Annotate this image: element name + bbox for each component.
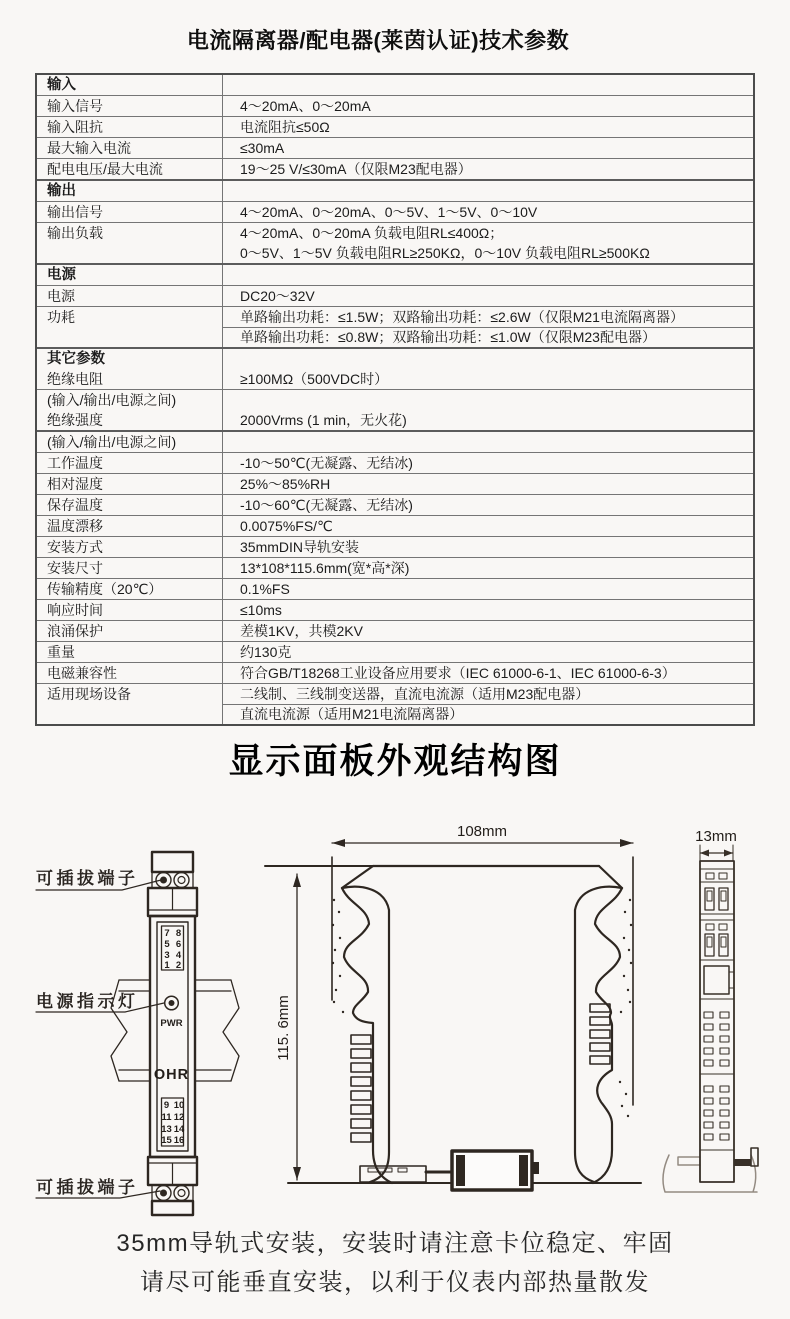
row-value [223,432,753,452]
brand-label: OHR [153,1067,190,1083]
power-led-icon [165,996,179,1010]
dim-depth-label: 13mm [695,828,737,845]
table-row [37,389,753,430]
plug-terminal-bottom-label: 可插拔端子 [36,1178,139,1197]
row-value: 差模1KV，共模2KV [240,623,363,639]
pwr-label: PWR [160,1018,183,1029]
row-value: 二线制、三线制变送器，直流电流源（适用M23配电器） 直流电流源（适用M21电流隔离器） [223,684,753,724]
table-row [37,662,753,683]
table-row [37,306,753,347]
terminal-number: 14 [173,1124,185,1135]
row-value: 0.0075%FS/℃ [240,518,333,534]
row-value: 25%～85%RH [240,476,331,492]
table-row [37,578,753,599]
install-note-line1: 35mm导轨式安装，安装时请注意卡位稳定、牢固 [116,1230,674,1257]
row-value: DC20～32V [240,288,315,304]
dim-height-label: 115. 6mm [275,995,292,1061]
terminal-number: 6 [175,939,182,950]
table-row [37,620,753,641]
terminal-number: 1 [164,960,170,971]
row-label: 相对湿度 [37,474,223,494]
vent-slats-left [351,1035,371,1142]
row-label: 配电电压/最大电流 [37,159,223,179]
dim-width-label: 108mm [456,823,508,840]
terminal-numbers-top [164,928,182,971]
table-row [37,473,753,494]
table-row [37,263,753,285]
terminal-number: 16 [173,1135,185,1146]
table-row [37,75,753,95]
row-value: ≤10ms [240,602,282,618]
section-title: 显示面板外观结构图 [228,742,562,781]
row-value: 4～20mA、0～20mA、0～5V、1～5V、0～10V [240,204,538,220]
table-row [37,557,753,578]
front-view [36,852,239,1215]
terminal-block-top [152,852,193,888]
terminal-number: 10 [173,1100,185,1111]
row-value: -10～50℃(无凝露、无结冰) [240,455,413,471]
install-note [0,1224,790,1302]
row-value: 4～20mA、0～20mA [240,98,371,114]
row-value: 19～25 V/≤30mA（仅限M23配电器） [240,161,472,177]
table-row [37,201,753,222]
power-indicator-label: 电源指示灯 [36,992,139,1011]
row-value: 符合GB/T18268工业设备应用要求（IEC 61000-6-1、IEC 61000-6-3） [240,665,676,681]
rail-clip [360,1151,539,1190]
row-value: 电流阻抗≤50Ω [240,119,330,135]
row-label: 电源 [37,286,223,306]
row-label: 电源 [37,265,223,285]
row-label: 安装方式 [37,537,223,557]
terminal-number: 5 [164,939,170,950]
row-value: 35mmDIN导轨安装 [240,539,360,555]
table-row [37,285,753,306]
terminal-number: 11 [161,1112,172,1123]
hatch-dots [332,899,632,1117]
table-row [37,494,753,515]
table-row [37,430,753,452]
row-label: 温度漂移 [37,516,223,536]
side-module [700,861,734,1182]
terminal-number: 8 [175,928,182,939]
plug-terminal-top-label: 可插拔端子 [36,869,139,888]
row-label: 电磁兼容性 [37,663,223,683]
row-label: 响应时间 [37,600,223,620]
row-value: 13*108*115.6mm(宽*高*深) [240,560,410,576]
terminal-number: 15 [161,1135,172,1146]
row-value: -10～60℃(无凝露、无结冰) [240,497,413,513]
side-view [663,828,758,1192]
table-row [37,158,753,179]
vent-slats-right [590,1004,610,1064]
table-row [37,347,753,389]
row-label: 最大输入电流 [37,138,223,158]
row-value: 4～20mA、0～20mA 负载电阻RL≤400Ω； 0～5V、1～5V 负载电阻RL≥250KΩ，0～10V 负载电阻RL≥500KΩ [240,225,650,261]
row-label: (输入/输出/电源之间) [37,432,223,452]
table-row [37,222,753,263]
row-label: 输出负载 [37,223,223,263]
table-row [37,137,753,158]
terminal-number: 3 [164,950,170,961]
row-label: 适用现场设备 [37,684,223,724]
terminal-number: 7 [164,928,170,939]
table-row [37,515,753,536]
row-label: 输入阻抗 [37,117,223,137]
row-value [223,75,753,95]
row-label: (输入/输出/电源之间) 绝缘强度 [37,390,223,430]
row-label: 重量 [37,642,223,662]
table-row [37,599,753,620]
row-value: ≥100MΩ（500VDC时） [240,371,389,387]
row-label: 工作温度 [37,453,223,473]
housing-outline [342,866,622,1183]
install-note-line2: 请尽可能垂直安装，以利于仪表内部热量散发 [140,1269,650,1296]
table-row [37,116,753,137]
terminal-block-bottom [152,1185,193,1215]
row-label: 其它参数 绝缘电阻 [37,349,223,389]
row-label: 安装尺寸 [37,558,223,578]
row-label: 输出 [37,181,223,201]
spec-table [35,73,755,726]
structure-diagram [0,818,790,1220]
terminal-number: 4 [175,950,182,961]
terminal-number: 9 [163,1100,170,1111]
row-label: 输出信号 [37,202,223,222]
terminal-numbers-bottom [161,1100,185,1146]
table-row [37,683,753,724]
module-housing [148,888,197,1185]
table-row [37,95,753,116]
row-value [223,265,753,285]
table-row [37,179,753,201]
row-value: 2000Vrms (1 min，无火花) [240,412,407,428]
profile-view [265,823,641,1190]
terminal-number: 2 [175,960,182,971]
row-label: 输入 [37,75,223,95]
row-value: 单路输出功耗：≤1.5W；双路输出功耗：≤2.6W（仅限M21电流隔离器） 单路输出功耗：≤0.8W；双路输出功耗：≤1.0W（仅限M23配电器） [223,307,753,347]
row-value: ≤30mA [240,140,285,156]
row-label: 传输精度（20℃） [37,579,223,599]
terminal-number: 12 [173,1112,185,1123]
row-label: 输入信号 [37,96,223,116]
row-value: 0.1%FS [240,581,290,597]
table-row [37,452,753,473]
row-value [223,181,753,201]
row-value: 约130克 [240,644,292,660]
terminal-number: 13 [161,1124,172,1135]
table-row [37,641,753,662]
row-label: 浪涌保护 [37,621,223,641]
row-label: 功耗 [37,307,223,347]
page-title: 电流隔离器/配电器(莱茵认证)技术参数 [186,28,570,53]
row-label: 保存温度 [37,495,223,515]
table-row [37,536,753,557]
